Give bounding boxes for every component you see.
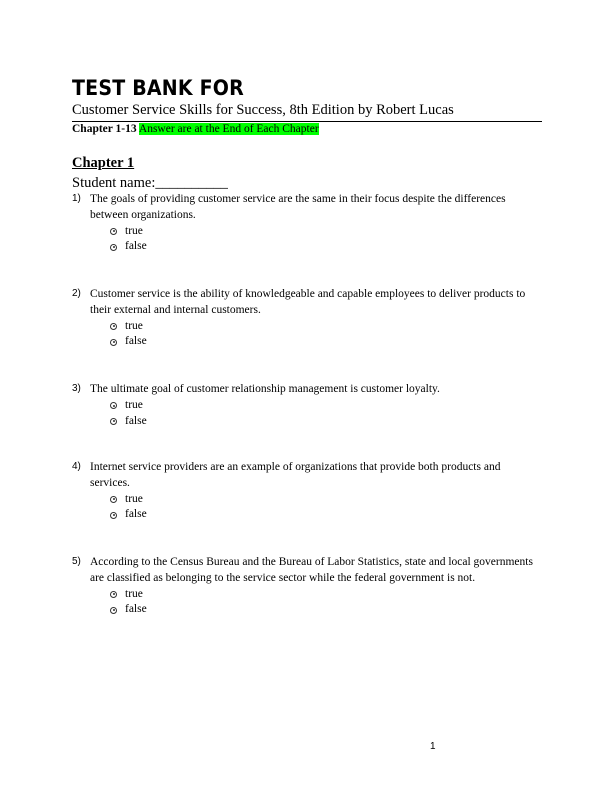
option-label: true <box>125 224 143 237</box>
radio-icon[interactable] <box>110 402 117 409</box>
question-text: According to the Census Bureau and the Bureau of Labor Statistics, state and local governments are classified as belonging to the service sector while the federal government is not. <box>90 556 533 584</box>
option-label: true <box>125 492 143 505</box>
option-true[interactable] <box>110 587 542 603</box>
question-text: Internet service providers are an example of organizations that provide both products and services. <box>90 461 501 489</box>
question-text: The goals of providing customer service are the same in their focus despite the differences between organizations. <box>90 193 506 221</box>
radio-icon[interactable] <box>110 228 117 235</box>
question-number: 2) <box>72 288 81 299</box>
option-false[interactable] <box>110 602 542 618</box>
option-true[interactable] <box>110 492 542 508</box>
header-divider <box>72 121 542 122</box>
question-5 <box>72 555 542 618</box>
question-text: Customer service is the ability of knowledgeable and capable employees to deliver products to their external and internal customers. <box>90 288 526 316</box>
radio-icon[interactable] <box>110 512 117 519</box>
radio-icon[interactable] <box>110 591 117 598</box>
option-label: false <box>125 414 147 427</box>
question-3 <box>72 382 542 429</box>
radio-icon[interactable] <box>110 496 117 503</box>
radio-icon[interactable] <box>110 607 117 614</box>
option-label: false <box>125 240 147 253</box>
option-true[interactable] <box>110 224 542 240</box>
option-false[interactable] <box>110 507 542 523</box>
option-true[interactable] <box>110 319 542 335</box>
radio-icon[interactable] <box>110 339 117 346</box>
radio-icon[interactable] <box>110 323 117 330</box>
radio-icon[interactable] <box>110 418 117 425</box>
question-1 <box>72 192 542 255</box>
question-number: 5) <box>72 556 81 567</box>
chapter-range: Chapter 1-13 <box>72 123 137 135</box>
option-label: false <box>125 335 147 348</box>
option-label: true <box>125 587 143 600</box>
option-label: true <box>125 398 143 411</box>
page-number: 1 <box>430 741 436 752</box>
question-4 <box>72 460 542 523</box>
option-false[interactable] <box>110 334 542 350</box>
chapter-heading: Chapter 1 <box>72 155 135 171</box>
radio-icon[interactable] <box>110 244 117 251</box>
book-subtitle: Customer Service Skills for Success, 8th Edition by Robert Lucas <box>72 102 454 118</box>
option-label: true <box>125 319 143 332</box>
page-title: TEST BANK FOR <box>72 76 244 101</box>
option-true[interactable] <box>110 398 542 414</box>
option-label: false <box>125 603 147 616</box>
student-name-field: Student name:__________ <box>72 175 228 191</box>
option-false[interactable] <box>110 239 542 255</box>
question-text: The ultimate goal of customer relationship management is customer loyalty. <box>90 383 440 395</box>
question-number: 4) <box>72 461 81 472</box>
option-false[interactable] <box>110 414 542 430</box>
option-label: false <box>125 508 147 521</box>
chapter-range-line <box>72 123 319 135</box>
question-2 <box>72 287 542 350</box>
answer-note-highlight: Answer are at the End of Each Chapter <box>138 123 319 135</box>
question-number: 1) <box>72 193 81 204</box>
question-number: 3) <box>72 383 81 394</box>
